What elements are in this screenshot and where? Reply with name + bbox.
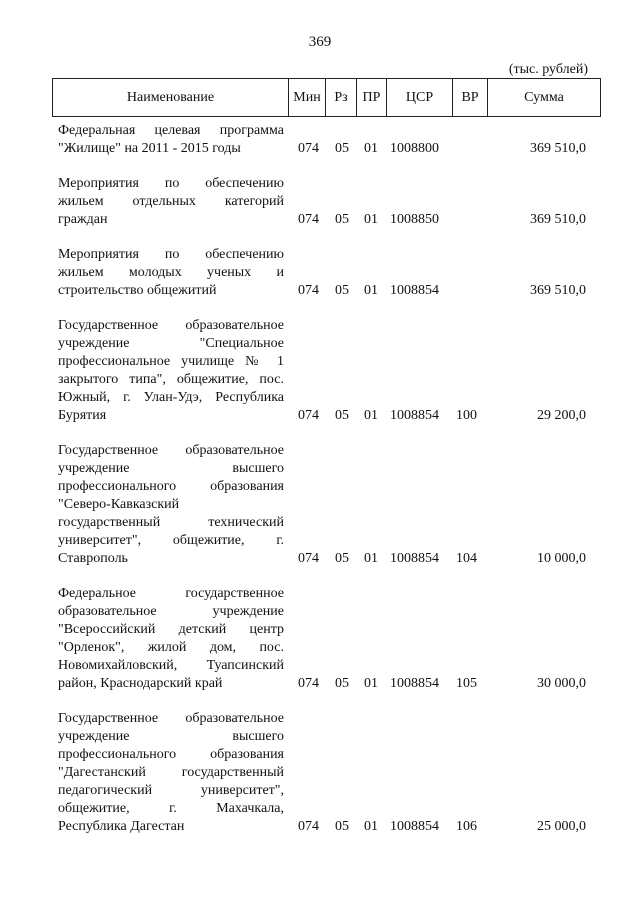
- header-vr: ВР: [453, 79, 488, 117]
- header-pr: ПР: [357, 79, 387, 117]
- header-min: Мин: [289, 79, 326, 117]
- row-name: Государственное образовательное учреждение высшего профессионального образования "Дагестанский государственный педагогический университет", общежитие, г. Махачкала, Республика Дагестан: [58, 711, 284, 834]
- header-csr: ЦСР: [387, 79, 453, 117]
- row-name: Государственное образовательное учреждение высшего профессионального образования "Северо-Кавказский государственный технический университет", общежитие, г. Ставрополь: [58, 443, 284, 566]
- row-min: 074: [298, 212, 319, 227]
- row-vr: 104: [456, 551, 477, 566]
- row-sum: 30 000,0: [537, 676, 586, 691]
- row-pr: 01: [364, 676, 378, 691]
- page-number: 369: [308, 34, 332, 50]
- row-rz: 05: [335, 676, 349, 691]
- row-name: Федеральная целевая программа "Жилище" на 2011 - 2015 годы: [58, 123, 284, 156]
- row-sum: 29 200,0: [537, 408, 586, 423]
- units-label: (тыс. рублей): [508, 62, 588, 77]
- row-min: 074: [298, 141, 319, 156]
- row-min: 074: [298, 283, 319, 298]
- row-rz: 05: [335, 408, 349, 423]
- row-rz: 05: [335, 819, 349, 834]
- table-header: [52, 78, 601, 117]
- table-row: [52, 122, 600, 158]
- row-name: Федеральное государственное образовательное учреждение "Всероссийский детский центр "Орленок", жилой дом, пос. Новомихайловский, Туапсинский район, Краснодарский край: [58, 586, 284, 691]
- row-csr: 1008800: [390, 141, 439, 156]
- row-csr: 1008854: [390, 551, 439, 566]
- table-row: [52, 246, 600, 300]
- row-min: 074: [298, 676, 319, 691]
- row-name: Мероприятия по обеспечению жильем молодых ученых и строительство общежитий: [58, 247, 284, 298]
- row-csr: 1008854: [390, 408, 439, 423]
- row-sum: 10 000,0: [537, 551, 586, 566]
- row-pr: 01: [364, 551, 378, 566]
- table-row: [52, 585, 600, 693]
- row-csr: 1008854: [390, 819, 439, 834]
- row-rz: 05: [335, 212, 349, 227]
- row-name: Мероприятия по обеспечению жильем отдельных категорий граждан: [58, 176, 284, 227]
- row-sum: 369 510,0: [530, 141, 586, 156]
- row-name: Государственное образовательное учреждение "Специальное профессиональное училище № 1 закрытого типа", общежитие, пос. Южный, г. Улан-Удэ, Республика Бурятия: [58, 318, 284, 423]
- table-row: [52, 442, 600, 568]
- row-csr: 1008850: [390, 212, 439, 227]
- row-min: 074: [298, 551, 319, 566]
- table-body: [52, 122, 600, 853]
- header-rz: Рз: [326, 79, 357, 117]
- row-sum: 369 510,0: [530, 283, 586, 298]
- row-sum: 25 000,0: [537, 819, 586, 834]
- row-csr: 1008854: [390, 676, 439, 691]
- table-row: [52, 710, 600, 836]
- row-pr: 01: [364, 141, 378, 156]
- row-min: 074: [298, 408, 319, 423]
- row-sum: 369 510,0: [530, 212, 586, 227]
- row-vr: 106: [456, 819, 477, 834]
- row-rz: 05: [335, 283, 349, 298]
- row-csr: 1008854: [390, 283, 439, 298]
- row-pr: 01: [364, 819, 378, 834]
- row-rz: 05: [335, 141, 349, 156]
- row-pr: 01: [364, 212, 378, 227]
- header-sum: Сумма: [488, 79, 601, 117]
- table-row: [52, 317, 600, 425]
- row-rz: 05: [335, 551, 349, 566]
- header-name: Наименование: [53, 79, 289, 117]
- row-vr: 105: [456, 676, 477, 691]
- row-pr: 01: [364, 408, 378, 423]
- row-min: 074: [298, 819, 319, 834]
- row-pr: 01: [364, 283, 378, 298]
- row-vr: 100: [456, 408, 477, 423]
- table-row: [52, 175, 600, 229]
